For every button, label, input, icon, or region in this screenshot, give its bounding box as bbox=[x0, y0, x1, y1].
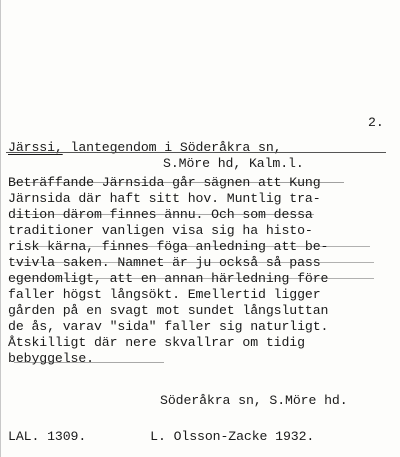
body-line: Järnsida där haft sitt hov. Muntlig tra- bbox=[8, 191, 321, 206]
body-line: gården på en svagt mot sundet långsluttan bbox=[8, 303, 329, 318]
body-line: Åtskilligt där nere skvallrar om tidig bbox=[8, 335, 305, 350]
heading-rule bbox=[6, 152, 386, 153]
archive-reference: LAL. 1309. bbox=[8, 429, 87, 444]
place-name: Järssi, bbox=[8, 140, 63, 155]
place-signature: Söderåkra sn, S.Möre hd. bbox=[160, 393, 348, 408]
page-number: 2. bbox=[368, 115, 384, 130]
heading-location: S.Möre hd, Kalm.l. bbox=[163, 156, 304, 171]
place-description: lantegendom i Söderåkra sn, bbox=[62, 140, 282, 155]
body-line: de ås, varav "sida" faller sig naturligt. bbox=[8, 319, 329, 334]
body-line: risk kärna, finnes föga anledning att be- bbox=[8, 239, 329, 254]
reference-line bbox=[8, 430, 314, 443]
collector-credit: L. Olsson-Zacke 1932. bbox=[150, 429, 315, 444]
body-line: bebyggelse. bbox=[8, 351, 94, 366]
body-line: Beträffande Järnsida går sägnen att Kung bbox=[8, 175, 321, 190]
card-left-edge bbox=[0, 0, 1, 457]
body-line: faller högst långsökt. Emellertid ligger bbox=[8, 287, 321, 302]
body-line: tvivla saken. Namnet är ju också så pass bbox=[8, 255, 321, 270]
body-line: dition därom finnes ännu. Och som dessa bbox=[8, 207, 313, 222]
body-line: traditioner vanligen visa sig ha histo- bbox=[8, 223, 313, 238]
body-line: egendomligt, att en annan härledning före bbox=[8, 271, 329, 286]
